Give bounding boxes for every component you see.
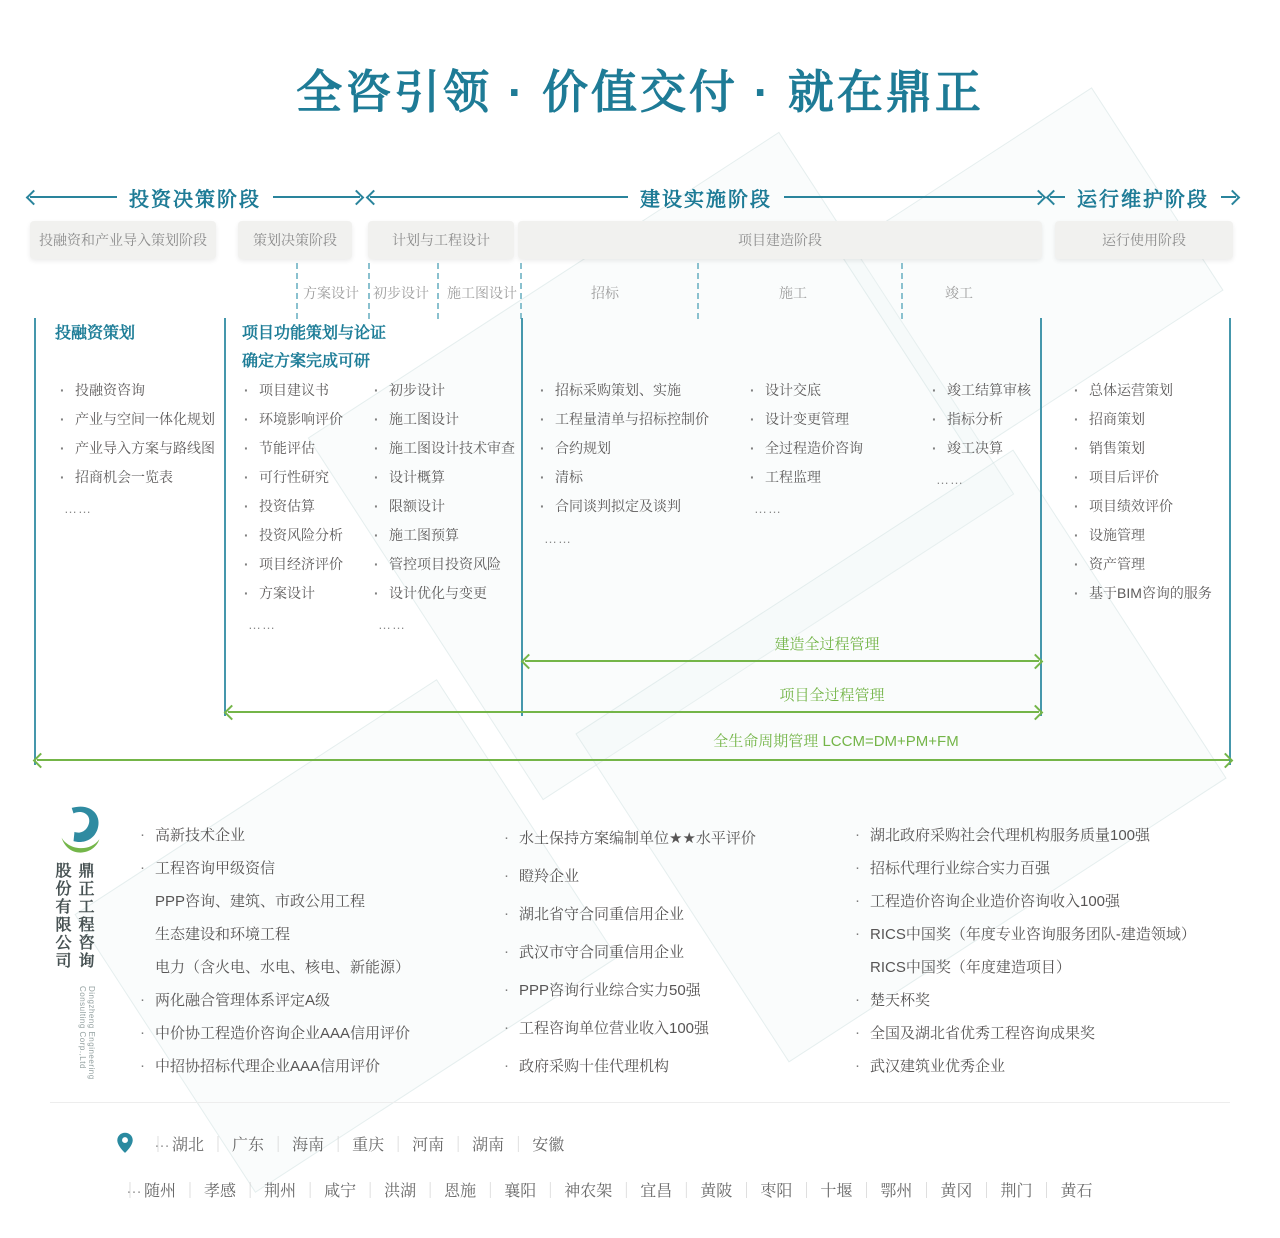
phase-label: 投资决策阶段 xyxy=(129,188,261,211)
qualification-item xyxy=(140,884,410,917)
company-logo xyxy=(56,802,104,860)
page-title: 全咨引领 · 价值交付 · 就在鼎正 xyxy=(296,66,984,118)
service-item: · 总体运营策划 xyxy=(1072,376,1212,405)
service-list-operation xyxy=(1072,376,1212,608)
qualification-item xyxy=(504,1046,756,1084)
dashed-divider xyxy=(437,263,439,319)
phase-arrow-construction xyxy=(368,186,1044,211)
stage-box-operation: 运行使用阶段 xyxy=(1055,221,1233,259)
more-ellipsis: … xyxy=(154,1134,172,1151)
service-item: · 环境影响评价 xyxy=(242,405,343,434)
qualification-list-2 xyxy=(504,818,756,1084)
arrow-left-icon xyxy=(224,704,240,720)
service-item: · 投融资咨询 xyxy=(58,376,215,405)
bullet-dot: · xyxy=(855,859,860,876)
service-list-financing xyxy=(58,376,215,492)
stage-box-financing: 投融资和产业导入策划阶段 xyxy=(30,221,216,259)
bullet-dot: · xyxy=(140,826,145,843)
qualification-text: 湖北政府采购社会代理机构服务质量100强 xyxy=(870,827,1151,844)
service-item: · 施工图预算 xyxy=(372,521,515,550)
qualification-item xyxy=(140,1016,410,1049)
service-item: · 投资风险分析 xyxy=(242,521,343,550)
bullet-dot: · xyxy=(140,1024,145,1041)
qualification-item xyxy=(855,851,1196,884)
service-item: · 投资估算 xyxy=(242,492,343,521)
column-boundary-line xyxy=(1229,318,1231,765)
qualification-text: 中价协工程造价咨询企业AAA信用评价 xyxy=(155,1025,411,1042)
service-item: · 施工图设计技术审查 xyxy=(372,434,515,463)
service-item: · 初步设计 xyxy=(372,376,515,405)
span-arrow-lifecycle-management xyxy=(35,759,1231,761)
province-item: ｜ 重庆 xyxy=(324,1132,384,1155)
qualification-item xyxy=(504,894,756,932)
city-item: ｜ 随州 xyxy=(116,1178,176,1201)
qualification-text: 政府采购十佳代理机构 xyxy=(519,1057,670,1075)
service-list-completion xyxy=(930,376,1031,463)
bar-label-lifecycle-management: 全生命周期管理 LCCM=DM+PM+FM xyxy=(713,733,959,750)
qualification-item xyxy=(855,1049,1196,1082)
location-pin-icon xyxy=(116,1132,134,1154)
qualification-text: 高新技术企业 xyxy=(155,827,246,844)
service-item: · 施工图设计 xyxy=(372,405,515,434)
service-list-bidding xyxy=(538,376,709,521)
qualification-item xyxy=(855,917,1196,950)
qualification-text: 工程咨询单位营业收入100强 xyxy=(519,1019,710,1037)
qualification-text: 工程咨询甲级资信 xyxy=(155,860,276,877)
qualification-item xyxy=(504,856,756,894)
bullet-dot: · xyxy=(504,942,509,960)
arrow-right-icon xyxy=(1225,189,1241,205)
column-header-line1: 项目功能策划与论证 xyxy=(242,325,387,342)
span-arrow-project-whole-process xyxy=(226,711,1041,713)
qualification-item xyxy=(140,983,410,1016)
service-item: · 工程监理 xyxy=(748,463,863,492)
company-name-cn: 鼎正工程咨询股份有限公司 xyxy=(53,862,93,970)
dashed-divider xyxy=(901,263,903,319)
column-boundary-line xyxy=(521,318,523,716)
arrow-left-icon xyxy=(26,189,42,205)
province-item: ｜ 安徽 xyxy=(504,1132,564,1155)
dashed-divider xyxy=(520,263,522,319)
qualification-text: 中招协招标代理企业AAA信用评价 xyxy=(155,1058,381,1075)
bullet-dot: · xyxy=(855,991,860,1008)
service-item: · 产业与空间一体化规划 xyxy=(58,405,215,434)
city-item: ｜ 孝感 xyxy=(176,1178,236,1201)
column-boundary-line xyxy=(34,318,36,765)
bullet-dot: · xyxy=(855,925,860,942)
service-item: · 可行性研究 xyxy=(242,463,343,492)
phase-label: 运行维护阶段 xyxy=(1077,188,1209,211)
city-item: ｜ 黄石 xyxy=(1032,1178,1092,1201)
city-item: ｜ 枣阳 xyxy=(732,1178,792,1201)
dashed-divider xyxy=(368,263,370,319)
service-item: · 竣工决算 xyxy=(930,434,1031,463)
qualification-text: 武汉建筑业优秀企业 xyxy=(870,1058,1006,1075)
qualification-text: 工程造价咨询企业造价咨询收入100强 xyxy=(870,893,1121,910)
column-boundary-line xyxy=(224,318,226,716)
city-list xyxy=(116,1180,1093,1200)
qualification-item xyxy=(504,932,756,970)
qualification-text: 生态建设和环境工程 xyxy=(155,926,291,943)
province-item: ｜ 湖南 xyxy=(444,1132,504,1155)
service-item: · 指标分析 xyxy=(930,405,1031,434)
city-item: ｜ 宜昌 xyxy=(612,1178,672,1201)
qualification-item xyxy=(855,983,1196,1016)
sub-phase-scheme-design: 方案设计 xyxy=(303,285,359,301)
service-item: · 清标 xyxy=(538,463,709,492)
bullet-dot: · xyxy=(140,859,145,876)
city-items xyxy=(116,1178,1093,1201)
service-item: · 项目绩效评价 xyxy=(1072,492,1212,521)
qualification-item xyxy=(504,1008,756,1046)
qualification-item xyxy=(140,917,410,950)
province-item: ｜ 海南 xyxy=(264,1132,324,1155)
section-divider xyxy=(50,1102,1230,1103)
more-ellipsis: …… xyxy=(936,472,964,487)
service-item: · 限额设计 xyxy=(372,492,515,521)
service-list-construction xyxy=(748,376,863,492)
service-item: · 招标采购策划、实施 xyxy=(538,376,709,405)
qualification-text: RICS中国奖（年度建造项目） xyxy=(870,959,1071,976)
service-item: · 合约规划 xyxy=(538,434,709,463)
city-item: ｜ 洪湖 xyxy=(356,1178,416,1201)
service-item: · 设施管理 xyxy=(1072,521,1212,550)
city-item: ｜ 十堰 xyxy=(792,1178,852,1201)
bar-label-construction-whole-process: 建造全过程管理 xyxy=(774,636,880,653)
bar-label-project-whole-process: 项目全过程管理 xyxy=(779,687,885,704)
qualification-text: PPP咨询行业综合实力50强 xyxy=(519,981,701,999)
service-item: · 合同谈判拟定及谈判 xyxy=(538,492,709,521)
column-header-financing-planning: 投融资策划 xyxy=(55,325,136,342)
qualification-item xyxy=(140,1049,410,1082)
column-header-feasibility xyxy=(242,320,386,376)
phase-label: 建设实施阶段 xyxy=(640,188,772,211)
column-boundary-line xyxy=(1040,318,1042,716)
arrow-right-icon xyxy=(349,189,365,205)
phase-arrow-operation xyxy=(1048,186,1238,211)
stage-box-design: 计划与工程设计 xyxy=(368,221,514,259)
bullet-dot: · xyxy=(140,1057,145,1074)
bullet-dot: · xyxy=(504,866,509,884)
province-item: ｜ 广东 xyxy=(204,1132,264,1155)
bullet-dot: · xyxy=(504,980,509,998)
city-item: ｜ 鄂州 xyxy=(852,1178,912,1201)
service-item: · 管控项目投资风险 xyxy=(372,550,515,579)
qualification-text: 湖北省守合同重信用企业 xyxy=(519,905,685,923)
bullet-dot: · xyxy=(504,1056,509,1074)
city-item: ｜ 神农架 xyxy=(536,1178,612,1201)
sub-phase-completion: 竣工 xyxy=(945,285,973,301)
service-item: · 销售策划 xyxy=(1072,434,1212,463)
qualification-item xyxy=(504,970,756,1008)
city-item: ｜ 恩施 xyxy=(416,1178,476,1201)
service-item: · 设计交底 xyxy=(748,376,863,405)
service-item: · 工程量清单与招标控制价 xyxy=(538,405,709,434)
service-item: · 项目经济评价 xyxy=(242,550,343,579)
sub-phase-working-drawing: 施工图设计 xyxy=(447,285,517,301)
qualification-item xyxy=(855,818,1196,851)
service-item: · 节能评估 xyxy=(242,434,343,463)
arrow-right-icon xyxy=(1031,189,1047,205)
service-item: · 设计概算 xyxy=(372,463,515,492)
qualification-text: 电力（含火电、水电、核电、新能源） xyxy=(155,959,411,976)
stage-box-construction: 项目建造阶段 xyxy=(518,221,1042,259)
company-name-block xyxy=(50,862,96,1086)
stage-box-planning: 策划决策阶段 xyxy=(238,221,352,259)
province-list xyxy=(144,1134,565,1154)
dashed-divider xyxy=(296,263,298,319)
service-list-feasibility-b xyxy=(372,376,515,608)
qualification-text: 水土保持方案编制单位★★水平评价 xyxy=(519,829,756,847)
qualification-text: RICS中国奖（年度专业咨询服务团队-建造领域） xyxy=(870,926,1196,943)
more-ellipsis: …… xyxy=(248,617,276,632)
service-item: · 设计优化与变更 xyxy=(372,579,515,608)
service-item: · 招商机会一览表 xyxy=(58,463,215,492)
phase-arrow-investment-decision xyxy=(28,186,362,211)
qualification-item xyxy=(140,818,410,851)
span-arrow-construction-whole-process xyxy=(523,660,1041,662)
city-item: ｜ 黄陂 xyxy=(672,1178,732,1201)
arrow-left-icon xyxy=(1046,189,1062,205)
more-ellipsis: … xyxy=(126,1180,144,1197)
bullet-dot: · xyxy=(140,991,145,1008)
qualification-item xyxy=(504,818,756,856)
sub-phase-prelim-design: 初步设计 xyxy=(373,285,429,301)
company-name-en: Dingzheng Engineering Consulting Corp.,Ltd xyxy=(78,986,96,1080)
qualification-text: 招标代理行业综合实力百强 xyxy=(870,860,1051,877)
qualification-item xyxy=(140,851,410,884)
sub-phase-bidding: 招标 xyxy=(591,285,619,301)
qualification-text: 瞪羚企业 xyxy=(519,867,580,885)
qualification-item xyxy=(855,1016,1196,1049)
qualification-text: 全国及湖北省优秀工程咨询成果奖 xyxy=(870,1025,1096,1042)
city-item: ｜ 咸宁 xyxy=(296,1178,356,1201)
qualification-text: 两化融合管理体系评定A级 xyxy=(155,992,331,1009)
more-ellipsis: …… xyxy=(378,617,406,632)
qualification-item xyxy=(855,884,1196,917)
city-item: ｜ 荆门 xyxy=(972,1178,1032,1201)
more-ellipsis: …… xyxy=(64,501,92,516)
more-ellipsis: …… xyxy=(754,501,782,516)
bullet-dot: · xyxy=(855,892,860,909)
service-item: · 产业导入方案与路线图 xyxy=(58,434,215,463)
service-list-feasibility-a xyxy=(242,376,343,608)
service-item: · 项目后评价 xyxy=(1072,463,1212,492)
bullet-dot: · xyxy=(855,1057,860,1074)
qualification-list-1 xyxy=(140,818,410,1082)
arrow-left-icon xyxy=(366,189,382,205)
service-item: · 基于BIM咨询的服务 xyxy=(1072,579,1212,608)
province-items xyxy=(144,1132,564,1155)
bullet-dot: · xyxy=(855,1024,860,1041)
service-item: · 全过程造价咨询 xyxy=(748,434,863,463)
qualification-text: PPP咨询、建筑、市政公用工程 xyxy=(155,893,366,910)
qualification-text: 武汉市守合同重信用企业 xyxy=(519,943,685,961)
city-item: ｜ 襄阳 xyxy=(476,1178,536,1201)
service-item: · 资产管理 xyxy=(1072,550,1212,579)
service-item: · 方案设计 xyxy=(242,579,343,608)
more-ellipsis: …… xyxy=(544,531,572,546)
qualification-item xyxy=(855,950,1196,983)
bullet-dot: · xyxy=(504,1018,509,1036)
service-item: · 项目建议书 xyxy=(242,376,343,405)
city-item: ｜ 黄冈 xyxy=(912,1178,972,1201)
bullet-dot: · xyxy=(504,904,509,922)
sub-phase-construction: 施工 xyxy=(779,285,807,301)
service-item: · 竣工结算审核 xyxy=(930,376,1031,405)
column-header-line2: 确定方案完成可研 xyxy=(242,353,371,370)
province-item: ｜ 湖北 xyxy=(144,1132,204,1155)
bullet-dot: · xyxy=(504,828,509,846)
province-item: ｜ 河南 xyxy=(384,1132,444,1155)
qualification-item xyxy=(140,950,410,983)
dashed-divider xyxy=(697,263,699,319)
service-item: · 设计变更管理 xyxy=(748,405,863,434)
qualification-text: 楚天杯奖 xyxy=(870,992,931,1009)
qualification-list-3 xyxy=(855,818,1196,1082)
bullet-dot: · xyxy=(855,826,860,843)
city-item: ｜ 荆州 xyxy=(236,1178,296,1201)
service-item: · 招商策划 xyxy=(1072,405,1212,434)
